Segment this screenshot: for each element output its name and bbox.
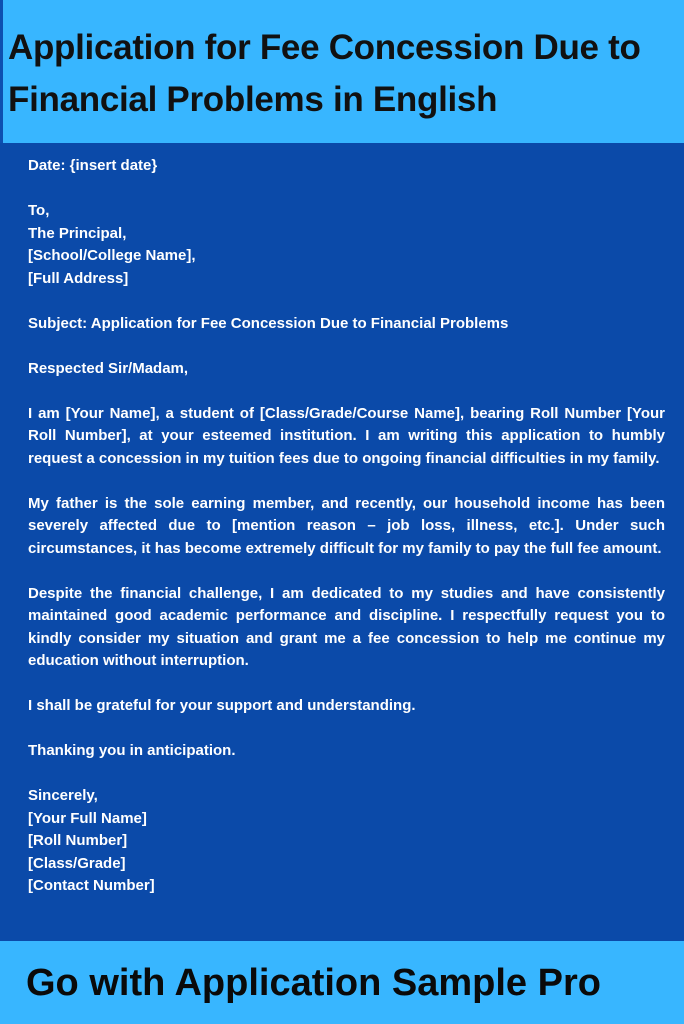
recipient-line: [School/College Name],	[28, 247, 196, 264]
signature-line: Sincerely,	[28, 787, 98, 804]
letter-paragraph: My father is the sole earning member, and recently, our household income has been severely affected due to [mention reason – job loss, illness, etc.]. Under such circumstances, it has become extremely difficult for my family to pay the full fee amount.	[28, 494, 665, 557]
signature-line: [Your Full Name]	[28, 809, 147, 827]
letter-paragraph: Thanking you in anticipation.	[28, 742, 236, 759]
signature-line: [Roll Number]	[28, 832, 128, 849]
footer-banner	[0, 941, 684, 1024]
letter-paragraph: Despite the financial challenge, I am dedicated to my studies and have consistently maintained good academic performance and discipline. I respectfully request you to kindly consider my situation and grant me a fee concession to help me continue my education without interruption.	[28, 584, 665, 669]
letter-salutation: Respected Sir/Madam,	[28, 359, 189, 377]
letter-body	[28, 155, 665, 898]
signature-block	[28, 785, 665, 898]
page-title: Application for Fee Concession Due to Financial Problems in English	[8, 28, 641, 119]
signature-line: [Contact Number]	[28, 877, 155, 894]
footer-brand-text: Go with Application Sample Pro	[26, 962, 601, 1004]
letter-date: Date: {insert date}	[28, 157, 158, 174]
letter-paragraph: I shall be grateful for your support and understanding.	[28, 697, 416, 714]
letter-subject: Subject: Application for Fee Concession Due to Financial Problems	[28, 314, 509, 332]
recipient-line: To,	[28, 202, 50, 219]
recipient-block	[28, 200, 665, 290]
letter-paragraph: I am [Your Name], a student of [Class/Grade/Course Name], bearing Roll Number [Your Roll Number], at your esteemed institution. I am writing this application to humbly request a concession in my tuition fees due to ongoing financial difficulties in my family.	[28, 404, 665, 467]
recipient-line: The Principal,	[28, 224, 127, 242]
recipient-line: [Full Address]	[28, 269, 129, 287]
header-banner	[0, 0, 684, 143]
signature-line: [Class/Grade]	[28, 854, 126, 872]
